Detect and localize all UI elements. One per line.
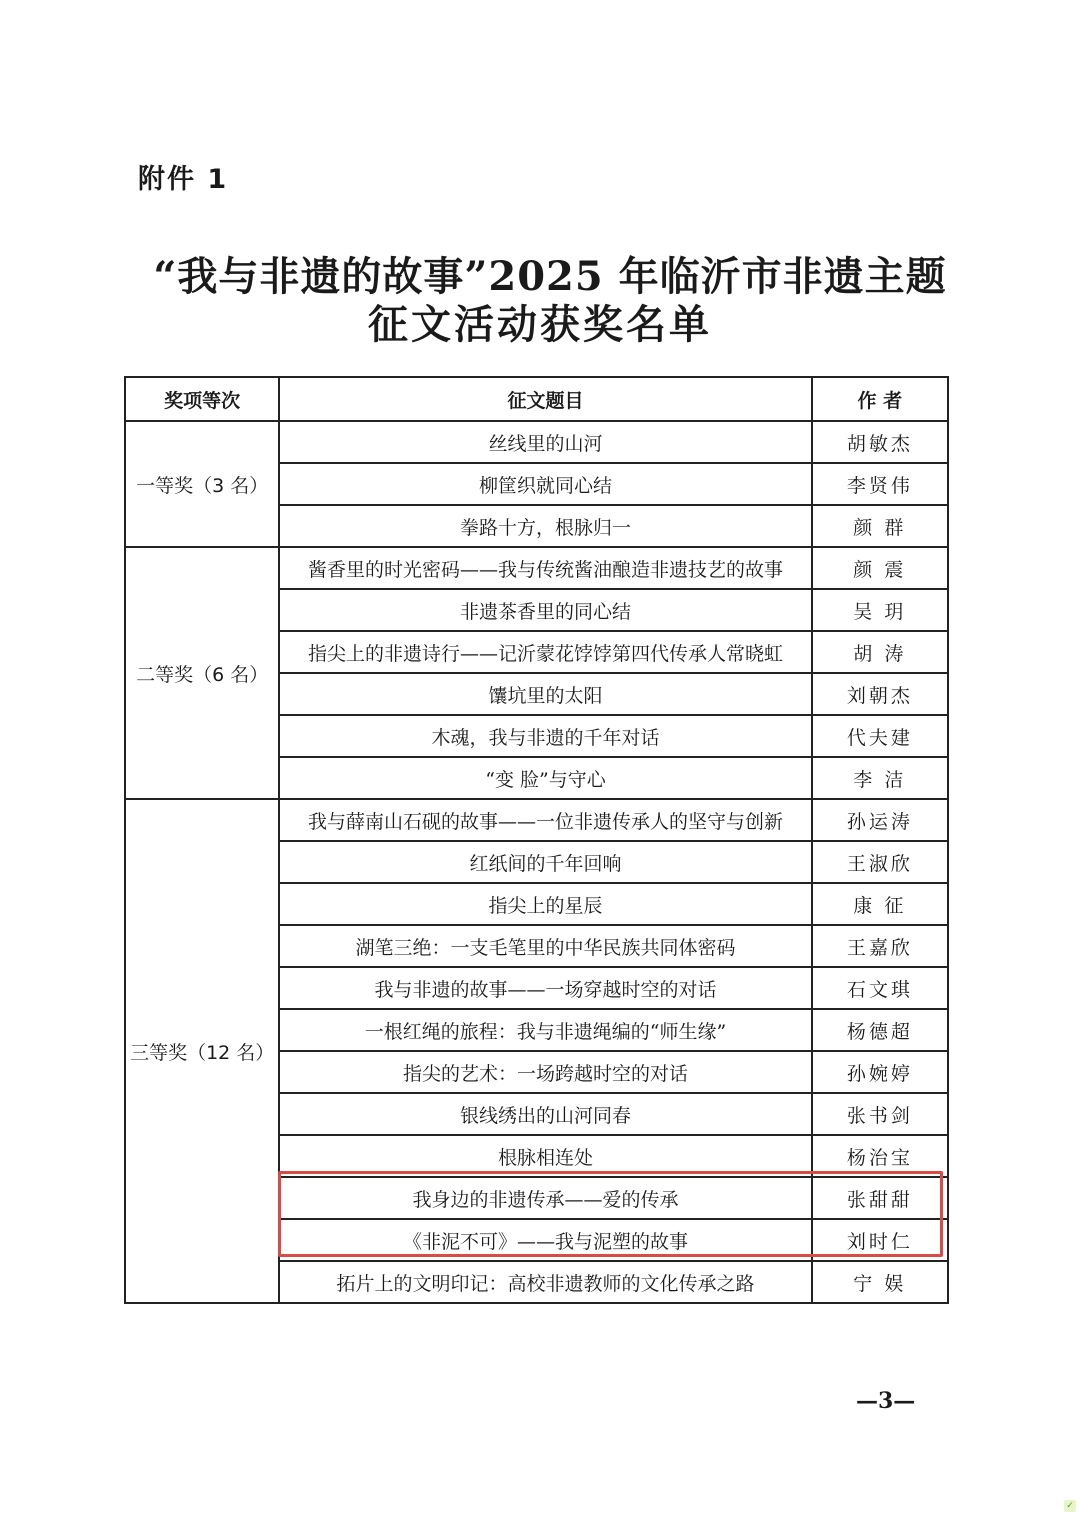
- rank-third-prize: 三等奖（12 名）: [125, 799, 279, 1303]
- rank-first-prize: 一等奖（3 名）: [125, 421, 279, 547]
- entry-author: 吴 玥: [812, 589, 948, 631]
- entry-author: 宁 娱: [812, 1261, 948, 1303]
- entry-author: 康 征: [812, 883, 948, 925]
- entry-author: 刘时仁: [812, 1219, 948, 1261]
- table-row: [125, 799, 948, 841]
- entry-author: 刘朝杰: [812, 673, 948, 715]
- entry-title: 非遗茶香里的同心结: [279, 589, 811, 631]
- entry-author: 王嘉欣: [812, 925, 948, 967]
- entry-title: 银线绣出的山河同春: [279, 1093, 811, 1135]
- entry-author: 石文琪: [812, 967, 948, 1009]
- entry-author: 杨德超: [812, 1009, 948, 1051]
- entry-author: 颜 群: [812, 505, 948, 547]
- entry-title: 我身边的非遗传承——爱的传承: [279, 1177, 811, 1219]
- entry-title: “变 脸”与守心: [279, 757, 811, 799]
- entry-title: 红纸间的千年回响: [279, 841, 811, 883]
- header-rank: 奖项等次: [125, 377, 279, 421]
- document-title-line1: “我与非遗的故事”2025 年临沂市非遗主题: [153, 253, 947, 300]
- entry-author: 杨治宝: [812, 1135, 948, 1177]
- entry-author: 李 洁: [812, 757, 948, 799]
- watermark-icon: ✓: [1064, 1500, 1076, 1512]
- table-header-row: [125, 377, 948, 421]
- table-row: [125, 421, 948, 463]
- entry-title: 丝线里的山河: [279, 421, 811, 463]
- entry-title: 我与非遗的故事——一场穿越时空的对话: [279, 967, 811, 1009]
- entry-title: 《非泥不可》——我与泥塑的故事: [279, 1219, 811, 1261]
- entry-author: 李贤伟: [812, 463, 948, 505]
- entry-title: 木魂，我与非遗的千年对话: [279, 715, 811, 757]
- attachment-label: 附件 1: [138, 164, 229, 195]
- entry-author: 孙运涛: [812, 799, 948, 841]
- awards-table: [124, 376, 949, 1304]
- entry-title: 馕坑里的太阳: [279, 673, 811, 715]
- header-title: 征文题目: [279, 377, 811, 421]
- entry-title: 柳筐织就同心结: [279, 463, 811, 505]
- entry-author: 孙婉婷: [812, 1051, 948, 1093]
- entry-title: 根脉相连处: [279, 1135, 811, 1177]
- rank-second-prize: 二等奖（6 名）: [125, 547, 279, 799]
- entry-title: 指尖上的非遗诗行——记沂蒙花饽饽第四代传承人常晓虹: [279, 631, 811, 673]
- entry-title: 酱香里的时光密码——我与传统酱油酿造非遗技艺的故事: [279, 547, 811, 589]
- entry-title: 湖笔三绝：一支毛笔里的中华民族共同体密码: [279, 925, 811, 967]
- entry-title: 我与薛南山石砚的故事——一位非遗传承人的坚守与创新: [279, 799, 811, 841]
- entry-author: 代夫建: [812, 715, 948, 757]
- table-row: [125, 547, 948, 589]
- entry-author: 胡敏杰: [812, 421, 948, 463]
- entry-author: 胡 涛: [812, 631, 948, 673]
- entry-author: 张甜甜: [812, 1177, 948, 1219]
- document-title-line2: 征文活动获奖名单: [368, 301, 712, 348]
- entry-author: 颜 震: [812, 547, 948, 589]
- page-number: —3—: [856, 1388, 916, 1414]
- entry-title: 指尖的艺术：一场跨越时空的对话: [279, 1051, 811, 1093]
- entry-title: 拓片上的文明印记：高校非遗教师的文化传承之路: [279, 1261, 811, 1303]
- entry-title: 一根红绳的旅程：我与非遗绳编的“师生缘”: [279, 1009, 811, 1051]
- entry-title: 指尖上的星辰: [279, 883, 811, 925]
- entry-author: 王淑欣: [812, 841, 948, 883]
- entry-title: 拳路十方，根脉归一: [279, 505, 811, 547]
- entry-author: 张书剑: [812, 1093, 948, 1135]
- header-author: 作 者: [812, 377, 948, 421]
